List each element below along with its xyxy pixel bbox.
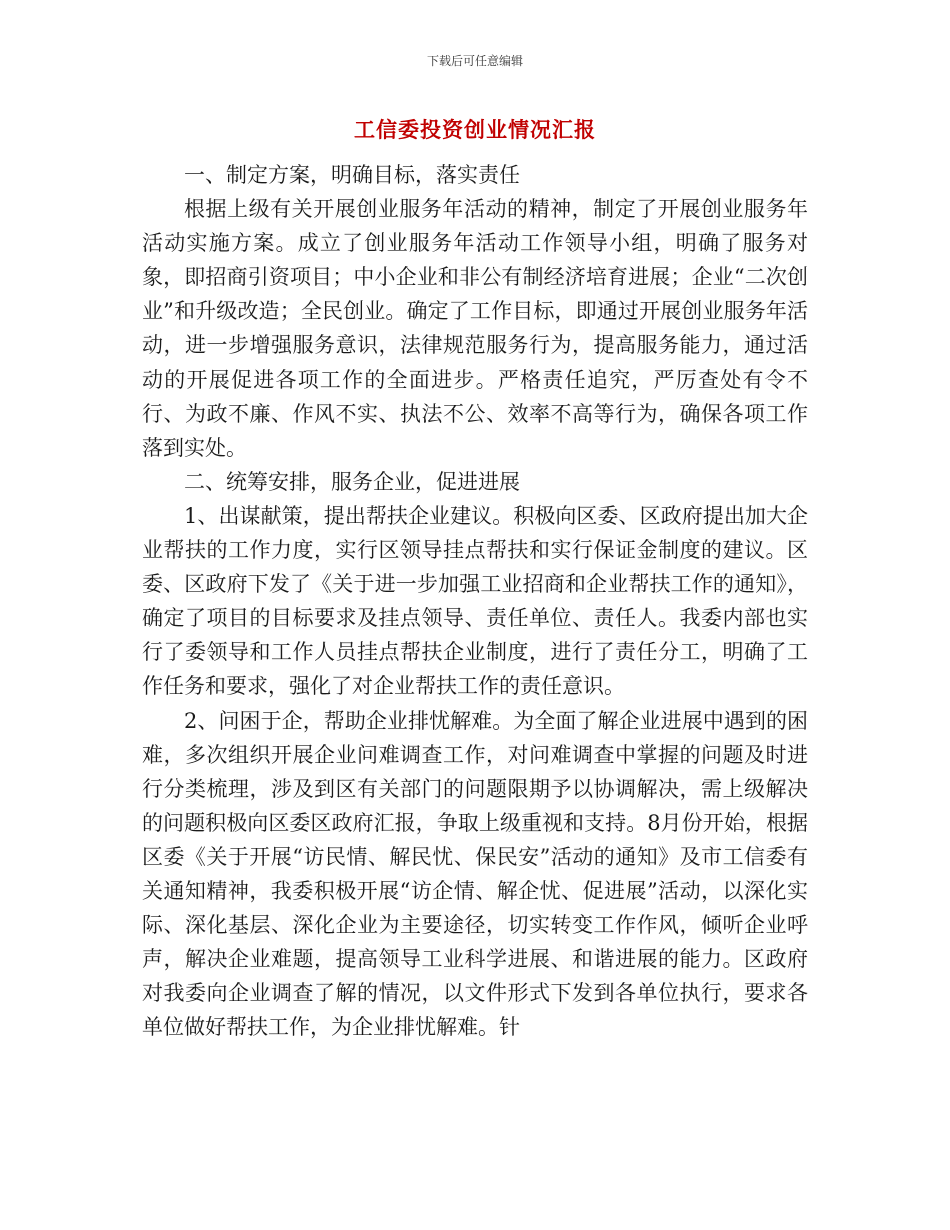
- paragraph-2: 1、出谋献策，提出帮扶企业建议。积极向区委、区政府提出加大企业帮扶的工作力度，实行区领导挂点帮扶和实行保证金制度的建议。区委、区政府下发了《关于进一步加强工业招商和企业帮扶工作的通知》，确定了项目的目标要求及挂点领导、责任单位、责任人。我委内部也实行了委领导和工作人员挂点帮扶企业制度，进行了责任分工，明确了工作任务和要求，强化了对企业帮扶工作的责任意识。: [142, 503, 808, 699]
- section-heading-2: 二、统筹安排，服务企业，促进进展: [184, 469, 520, 494]
- page-header: 下载后可任意编辑: [426, 54, 523, 68]
- section-heading-1: 一、制定方案，明确目标，落实责任: [184, 163, 520, 187]
- document-title: 工信委投资创业情况汇报: [354, 117, 596, 142]
- paragraph-1: 根据上级有关开展创业服务年活动的精神，制定了开展创业服务年活动实施方案。成立了创业服务年活动工作领导小组，明确了服务对象，即招商引资项目；中小企业和非公有制经济培育进展；企业“二次创业”和升级改造；全民创业。确定了工作目标，即通过开展创业服务年活动，进一步增强服务意识，法律规范服务行为，提高服务能力，通过活动的开展促进各项工作的全面进步。严格责任追究，严厉查处有令不行、为政不廉、作风不实、执法不公、效率不高等行为，确保各项工作落到实处。: [142, 197, 808, 460]
- document-body: [142, 158, 808, 1044]
- paragraph-3: 2、问困于企，帮助企业排忧解难。为全面了解企业进展中遇到的困难，多次组织开展企业问难调查工作，对问难调查中掌握的问题及时进行分类梳理，涉及到区有关部门的问题限期予以协调解决，需上级解决的问题积极向区委区政府汇报，争取上级重视和支持。8月份开始，根据区委《关于开展“访民情、解民忧、保民安”活动的通知》及市工信委有关通知精神，我委积极开展“访企情、解企忧、促进展”活动，以深化实际、深化基层、深化企业为主要途径，切实转变工作作风，倾听企业呼声，解决企业难题，提高领导工业科学进展、和谐进展的能力。区政府对我委向企业调查了解的情况，以文件形式下发到各单位执行，要求各单位做好帮扶工作，为企业排忧解难。针: [142, 708, 808, 1040]
